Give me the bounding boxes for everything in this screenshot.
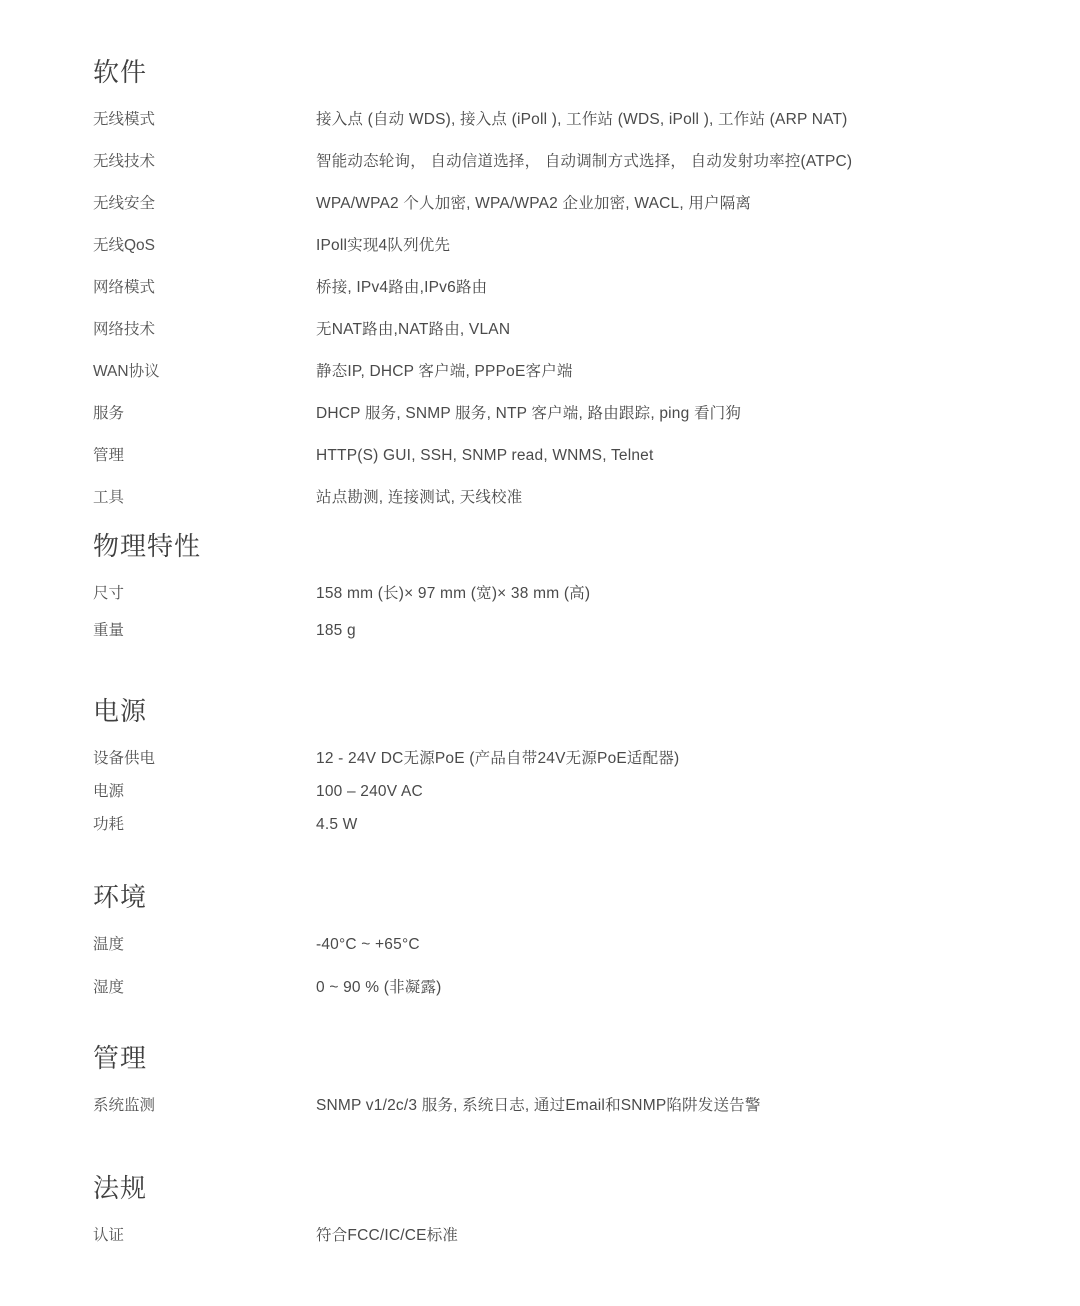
spec-row xyxy=(93,362,1040,382)
section-software xyxy=(93,56,1040,508)
section-title: 物理特性 xyxy=(93,531,202,561)
spec-label: 网络模式 xyxy=(93,279,156,296)
spec-row xyxy=(93,1226,1040,1246)
spec-value: DHCP 服务, SNMP 服务, NTP 客户端, 路由跟踪, ping 看门狗 xyxy=(316,405,742,422)
spec-label: 温度 xyxy=(93,936,125,953)
spec-row xyxy=(93,446,1040,466)
spec-label: 电源 xyxy=(93,783,125,800)
spec-row xyxy=(93,110,1040,130)
spec-row xyxy=(93,152,1040,172)
section-title: 管理 xyxy=(93,1043,148,1073)
spec-value: 无NAT路由,NAT路由, VLAN xyxy=(316,321,511,338)
spec-row xyxy=(93,749,1040,769)
spec-label: 无线QoS xyxy=(93,237,156,254)
spec-row xyxy=(93,584,1040,604)
spec-label: 湿度 xyxy=(93,979,125,996)
spec-row xyxy=(93,978,1040,998)
spec-row xyxy=(93,935,1040,955)
section-title: 软件 xyxy=(93,57,148,87)
spec-label: 网络技术 xyxy=(93,321,156,338)
spec-row xyxy=(93,621,1040,641)
section-environment xyxy=(93,881,1040,998)
spec-value: 4.5 W xyxy=(316,816,358,833)
section-title: 法规 xyxy=(93,1173,148,1203)
spec-label: 无线模式 xyxy=(93,111,156,128)
spec-label: 服务 xyxy=(93,405,125,422)
spec-value: 158 mm (长)× 97 mm (宽)× 38 mm (高) xyxy=(316,585,591,602)
section-title: 环境 xyxy=(93,882,148,912)
spec-value: WPA/WPA2 个人加密, WPA/WPA2 企业加密, WACL, 用户隔离 xyxy=(316,195,752,212)
spec-label: 重量 xyxy=(93,622,125,639)
spec-value: 符合FCC/IC/CE标准 xyxy=(316,1227,459,1244)
spec-label: 管理 xyxy=(93,447,125,464)
spec-row xyxy=(93,488,1040,508)
spec-value: 0 ~ 90 % (非凝露) xyxy=(316,979,442,996)
spec-label: 功耗 xyxy=(93,816,125,833)
spec-label: 无线安全 xyxy=(93,195,156,212)
section-title: 电源 xyxy=(93,696,148,726)
section-regulatory xyxy=(93,1172,1040,1246)
spec-value: 智能动态轮询， 自动信道选择， 自动调制方式选择， 自动发射功率控(ATPC) xyxy=(316,153,853,170)
spec-value: 静态IP, DHCP 客户端, PPPoE客户端 xyxy=(316,363,573,380)
spec-row xyxy=(93,815,1040,835)
section-power xyxy=(93,695,1040,835)
spec-row xyxy=(93,278,1040,298)
spec-row xyxy=(93,404,1040,424)
spec-row xyxy=(93,194,1040,214)
spec-value: 接入点 (自动 WDS), 接入点 (iPoll ), 工作站 (WDS, iPoll ), 工作站 (ARP NAT) xyxy=(316,111,848,128)
spec-value: 站点勘测, 连接测试, 天线校准 xyxy=(316,489,523,506)
spec-label: 工具 xyxy=(93,489,125,506)
spec-label: 认证 xyxy=(93,1227,125,1244)
spec-label: WAN协议 xyxy=(93,363,160,380)
spec-label: 无线技术 xyxy=(93,153,156,170)
section-management xyxy=(93,1042,1040,1116)
spec-label: 尺寸 xyxy=(93,585,125,602)
spec-value: 12 - 24V DC无源PoE (产品自带24V无源PoE适配器) xyxy=(316,750,680,767)
spec-value: SNMP v1/2c/3 服务, 系统日志, 通过Email和SNMP陷阱发送告警 xyxy=(316,1097,761,1114)
spec-row xyxy=(93,236,1040,256)
spec-value: 185 g xyxy=(316,622,356,639)
spec-value: 100 – 240V AC xyxy=(316,783,423,800)
spec-label: 设备供电 xyxy=(93,750,156,767)
spec-value: -40°C ~ +65°C xyxy=(316,936,420,953)
spec-label: 系统监测 xyxy=(93,1097,156,1114)
spec-value: 桥接, IPv4路由,IPv6路由 xyxy=(316,279,488,296)
spec-value: IPoll实现4队列优先 xyxy=(316,237,451,254)
spec-value: HTTP(S) GUI, SSH, SNMP read, WNMS, Telnet xyxy=(316,447,654,464)
spec-row xyxy=(93,782,1040,802)
section-physical xyxy=(93,530,1040,641)
spec-row xyxy=(93,1096,1040,1116)
spec-row xyxy=(93,320,1040,340)
